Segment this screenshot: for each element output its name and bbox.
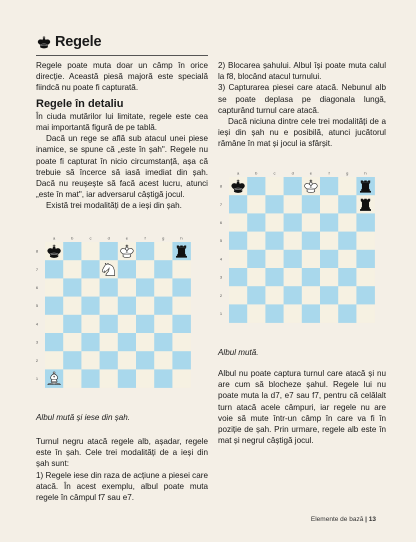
board-square: [320, 232, 339, 251]
rank-label: 1: [219, 311, 223, 316]
board-square: [247, 268, 266, 287]
board-square: [81, 242, 100, 261]
board-square: [45, 333, 64, 352]
title-divider: [36, 55, 208, 56]
board-square: [302, 286, 321, 305]
board-square: [338, 268, 357, 287]
board-square: [320, 195, 339, 214]
board-square: [338, 250, 357, 268]
board-square: [302, 304, 321, 323]
board-square: [338, 286, 357, 305]
file-label: f: [328, 171, 330, 176]
board-square: [100, 369, 119, 388]
board-square: [63, 278, 81, 297]
rank-label: 4: [219, 256, 223, 262]
rank-label: 2: [35, 357, 39, 363]
paragraph: Albul nu poate captura turnul care atacă și nu are cum să blocheze șahul. Regele lui nu poate muta la d7, e7 sau f7, pentru că celălalt turn atacă acele câmpuri, iar regele nu are voie să mute într-un câmp în care va fi în poziție de șah. Prin urmare, regele alb este în mat și negrul câștigă jocul.: [218, 369, 386, 446]
file-label: d: [107, 236, 110, 241]
diagram-caption-2: Albul mută.: [218, 348, 259, 357]
board-square: [338, 213, 357, 232]
board-square: [265, 177, 284, 196]
page-number: 13: [368, 516, 376, 523]
board-square: [320, 304, 339, 323]
board-square: [118, 297, 137, 316]
board-square: [136, 369, 155, 388]
board-square: [81, 297, 100, 316]
rank-label: 3: [35, 339, 39, 345]
file-label: g: [162, 236, 165, 241]
board-square: [118, 351, 137, 370]
board-square: [45, 315, 64, 334]
board-square: [265, 195, 284, 214]
board-square: [247, 177, 266, 196]
board-square: [284, 268, 303, 287]
board-square: [356, 304, 375, 323]
file-label: e: [125, 236, 129, 241]
board-square: [265, 268, 284, 287]
paragraph: Turnul negru atacă regele alb, așadar, regele este în șah. Cele trei modalități de a ieși din șah sunt:: [36, 437, 208, 469]
file-label: a: [236, 171, 240, 176]
board-square: [265, 232, 284, 251]
board-square: [172, 297, 191, 316]
chessboard: [217, 171, 379, 341]
board-square: [81, 369, 100, 388]
board-square: [63, 242, 81, 261]
board-square: [229, 213, 248, 232]
paragraph: Există trei modalități de a ieși din șah.: [46, 201, 182, 211]
chess-diagram-2: [217, 171, 379, 341]
file-label: c: [273, 171, 276, 176]
board-square: [338, 232, 357, 251]
board-square: [118, 315, 137, 334]
board-square: [172, 369, 191, 388]
board-square: [136, 242, 155, 261]
board-square: [229, 268, 248, 287]
board-square: [302, 213, 321, 232]
rank-label: 2: [219, 292, 223, 298]
rank-label: 7: [35, 266, 39, 272]
board-square: [100, 333, 119, 352]
board-square: [320, 268, 339, 287]
board-square: [63, 315, 81, 334]
chess-diagram-1: [33, 236, 195, 406]
board-square: [63, 297, 81, 316]
board-square: [302, 195, 321, 214]
board-square: [100, 351, 119, 370]
board-square: [284, 286, 303, 305]
board-square: [81, 351, 100, 370]
board-square: [154, 297, 173, 316]
page-title: [36, 33, 101, 51]
board-square: [118, 333, 137, 352]
left-column-bottom: [36, 436, 208, 503]
board-square: [45, 351, 64, 370]
rank-label: 7: [219, 201, 223, 207]
paragraph: 1) Regele iese din raza de acțiune a piesei care atacă. În acest exemplu, albul poate muta regele în câmpul f7 sau e7.: [36, 470, 208, 503]
rank-label: 6: [35, 285, 39, 290]
board-square: [136, 278, 155, 297]
board-square: [247, 195, 266, 214]
file-label: h: [180, 236, 183, 241]
board-square: [284, 250, 303, 268]
left-column-top: [36, 60, 208, 212]
board-square: [229, 232, 248, 251]
right-column-bottom: [218, 368, 386, 446]
board-square: [118, 278, 137, 297]
board-square: [81, 278, 100, 297]
board-square: [302, 268, 321, 287]
board-square: [100, 315, 119, 334]
rank-label: 4: [35, 321, 39, 327]
rank-label: 8: [35, 248, 39, 254]
board-square: [302, 250, 321, 268]
paragraph: Dacă niciuna dintre cele trei modalități de a ieși din șah nu e posibilă, atunci jucătorul rămâne în mat și jocul ia sfârșit.: [218, 117, 386, 149]
board-square: [356, 268, 375, 287]
board-square: [229, 195, 248, 214]
file-label: f: [144, 236, 146, 241]
rank-label: 5: [219, 238, 223, 244]
board-square: [172, 278, 191, 297]
board-square: [356, 286, 375, 305]
board-square: [320, 250, 339, 268]
board-square: [172, 315, 191, 334]
board-square: [136, 333, 155, 352]
board-square: [100, 297, 119, 316]
board-square: [172, 260, 191, 279]
board-square: [45, 278, 64, 297]
board-square: [172, 351, 191, 370]
rank-label: 1: [35, 376, 39, 381]
diagram-caption-1: Albul mută și iese din șah.: [36, 413, 131, 422]
footer-label: Elemente de bază: [310, 516, 364, 523]
paragraph: Dacă un rege se află sub atacul unei piese inamice, se spune că „este în șah". Regele nu poate fi capturat în niciо circumstanță, așa că trebuie să încerce să iasă imediat din șah. Dacă nu reușește să facă acest lucru, atunci „este în mat", iar adversarul câștigă jocul.: [36, 134, 208, 200]
board-square: [247, 250, 266, 268]
board-square: [284, 304, 303, 323]
board-square: [154, 260, 173, 279]
file-label: e: [309, 171, 313, 176]
board-square: [45, 297, 64, 316]
board-square: [320, 286, 339, 305]
board-square: [81, 315, 100, 334]
board-square: [154, 333, 173, 352]
board-square: [302, 232, 321, 251]
board-square: [81, 333, 100, 352]
board-square: [45, 260, 64, 279]
board-square: [265, 304, 284, 323]
file-label: c: [89, 236, 92, 241]
board-square: [63, 333, 81, 352]
board-square: [284, 232, 303, 251]
board-square: [136, 260, 155, 279]
board-square: [284, 213, 303, 232]
file-label: g: [346, 171, 349, 176]
file-label: b: [71, 236, 74, 241]
board-square: [154, 278, 173, 297]
board-square: [338, 304, 357, 323]
board-square: [247, 232, 266, 251]
board-square: [356, 232, 375, 251]
paragraph: 2) Blocarea șahului. Albul își poate muta calul la f8, blocând atacul turnului.: [218, 61, 386, 82]
intro-paragraph: Regele poate muta doar un câmp în orice direcție. Această piesă majoră este specială fiindcă nu poate fi capturată.: [36, 61, 208, 93]
board-square: [154, 369, 173, 388]
page-footer: Elemente de bază | 13: [310, 516, 376, 523]
board-square: [284, 177, 303, 196]
board-square: [63, 260, 81, 279]
board-square: [229, 250, 248, 268]
right-column-top: [218, 60, 386, 150]
board-square: [63, 369, 81, 388]
board-square: [247, 304, 266, 323]
file-label: b: [255, 171, 258, 176]
board-square: [338, 195, 357, 214]
board-square: [136, 297, 155, 316]
board-square: [136, 315, 155, 334]
board-square: [265, 250, 284, 268]
board-square: [136, 351, 155, 370]
board-square: [63, 351, 81, 370]
rank-label: 3: [219, 274, 223, 280]
board-square: [265, 286, 284, 305]
board-square: [172, 333, 191, 352]
board-square: [81, 260, 100, 279]
section-heading: Regele în detaliu: [36, 97, 124, 110]
board-square: [100, 278, 119, 297]
board-square: [229, 304, 248, 323]
chessboard: [33, 236, 195, 406]
board-square: [100, 242, 119, 261]
rank-label: 8: [219, 183, 223, 189]
rank-label: 5: [35, 303, 39, 309]
board-square: [338, 177, 357, 196]
board-square: [247, 213, 266, 232]
board-square: [229, 286, 248, 305]
board-square: [154, 315, 173, 334]
board-square: [320, 177, 339, 196]
paragraph: 3) Capturarea piesei care atacă. Nebunul alb se poate deplasa pe diagonala lungă, capturând turnul care atacă.: [218, 83, 386, 115]
board-square: [118, 260, 137, 279]
board-square: [247, 286, 266, 305]
file-label: h: [364, 171, 367, 176]
file-label: a: [52, 236, 56, 241]
page-title-text: Regele: [55, 34, 102, 50]
board-square: [320, 213, 339, 232]
board-square: [356, 250, 375, 268]
paragraph: În ciuda mutărilor lui limitate, regele este cea mai importantă figură de pe tablă.: [36, 111, 208, 133]
board-square: [154, 242, 173, 261]
rank-label: 6: [219, 220, 223, 225]
board-square: [284, 195, 303, 214]
board-square: [356, 213, 375, 232]
black-king-icon: [36, 33, 52, 51]
board-square: [265, 213, 284, 232]
board-square: [154, 351, 173, 370]
file-label: d: [291, 171, 294, 176]
board-square: [118, 369, 137, 388]
